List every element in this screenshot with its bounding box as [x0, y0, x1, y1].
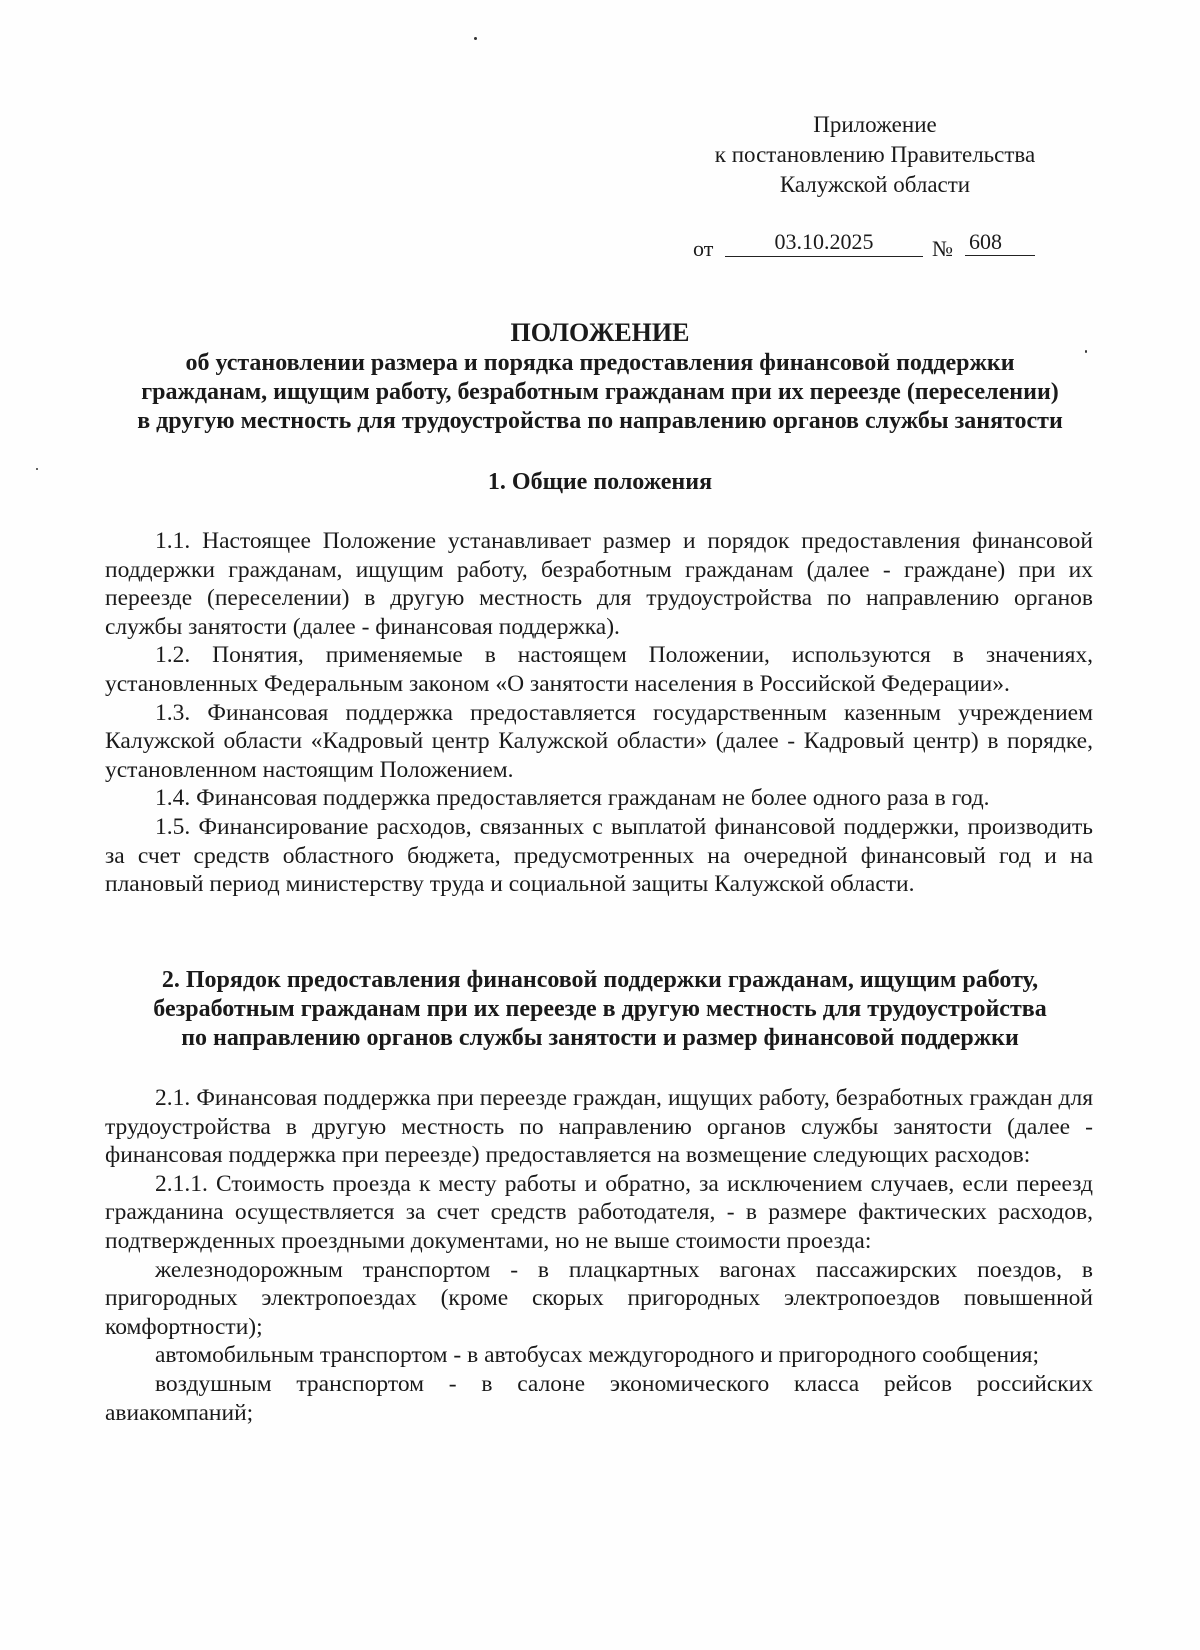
paragraph-1-2: 1.2. Понятия, применяемые в настоящем Положении, используются в значениях, установленных Федеральным законом «О занятости населения в Российской Федерации». — [105, 642, 1093, 697]
title-line-2: гражданам, ищущим работу, безработным гражданам при их переезде (переселении) — [141, 379, 1059, 405]
paragraph-air-transport: воздушным транспортом - в салоне экономического класса рейсов российских авиакомпаний; — [105, 1370, 1093, 1426]
section-2-heading-line-1: 2. Порядок предоставления финансовой поддержки гражданам, ищущим работу, — [161, 967, 1039, 993]
decree-number: 608 — [965, 228, 1035, 256]
paragraph-1-5: 1.5. Финансирование расходов, связанных с выплатой финансовой поддержки, производить за счет средств областного бюджета, предусмотренных на очередной финансовый год и на плановый период министерству труда и социальной защиты Калужской области. — [105, 813, 1093, 898]
title-main: ПОЛОЖЕНИЕ — [510, 318, 690, 347]
annex-header — [690, 110, 1060, 200]
paragraph-2-1: 2.1. Финансовая поддержка при переезде граждан, ищущих работу, безработных граждан для трудоустройства в другую местность по направлению органов службы занятости (далее - финансовая поддержка при переезде) предоставляется на возмещение следующих расходов: — [105, 1085, 1093, 1169]
title-line-1: об установлении размера и порядка предоставления финансовой поддержки — [185, 350, 1015, 376]
scan-speck — [474, 37, 477, 40]
paragraph-road-transport: автомобильным транспортом - в автобусах междугородного и пригородного сообщения; — [155, 1342, 1040, 1369]
title-line-3: в другую местность для трудоустройства по направлению органов службы занятости — [137, 408, 1063, 434]
section-2-body — [105, 1084, 1093, 1427]
section-1-body — [105, 527, 1093, 899]
annex-line-3: Калужской области — [779, 172, 971, 197]
annex-line-1: Приложение — [813, 112, 937, 137]
scan-speck — [36, 468, 38, 470]
section-2-heading — [110, 966, 1090, 1053]
number-sign: № — [932, 236, 953, 261]
document-title — [110, 318, 1090, 436]
paragraph-1-3: 1.3. Финансовая поддержка предоставляется государственным казенным учреждением Калужской области «Кадровый центр Калужской области» (далее - Кадровый центр) в порядке, установленном настоящим Положением. — [105, 699, 1093, 783]
paragraph-1-1: 1.1. Настоящее Положение устанавливает размер и порядок предоставления финансовой поддержки гражданам, ищущим работу, безработным гражданам (далее - граждане) при их переезде (переселении) в другую местность для трудоустройства по направлению органов службы занятости (далее - финансовая поддержка). — [105, 528, 1093, 640]
section-2-heading-line-3: по направлению органов службы занятости и размер финансовой поддержки — [181, 1025, 1019, 1051]
date-prefix: от — [693, 236, 714, 261]
decree-date-number — [693, 228, 1063, 262]
section-1-heading — [110, 468, 1090, 497]
section-2-heading-line-2: безработным гражданам при их переезде в другую местность для трудоустройства — [153, 996, 1047, 1022]
paragraph-1-4: 1.4. Финансовая поддержка предоставляется гражданам не более одного раза в год. — [155, 785, 990, 812]
annex-line-2: к постановлению Правительства — [714, 142, 1036, 167]
section-1-heading-text: 1. Общие положения — [487, 469, 713, 495]
decree-date: 03.10.2025 — [725, 228, 923, 257]
paragraph-2-1-1: 2.1.1. Стоимость проезда к месту работы и обратно, за исключением случаев, если переезд гражданина осуществляется за счет средств работодателя, - в размере фактических расходов, подтвержденных проездными документами, но не выше стоимости проезда: — [105, 1170, 1093, 1254]
paragraph-rail-transport: железнодорожным транспортом - в плацкартных вагонах пассажирских поездов, в пригородных электропоездах (кроме скорых пригородных электропоездов повышенной комфортности); — [105, 1256, 1093, 1340]
